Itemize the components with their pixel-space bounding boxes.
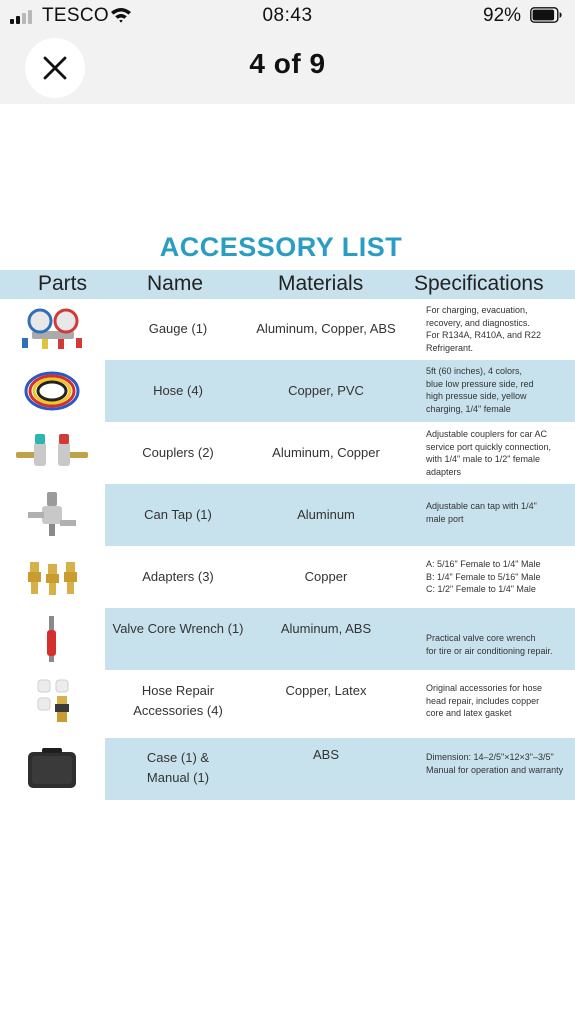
column-header-materials: Materials (278, 272, 364, 295)
adapters-image (14, 552, 90, 602)
manifold-gauge-image (14, 305, 90, 355)
part-name: Can Tap (1) (144, 507, 212, 522)
table-row (0, 670, 575, 732)
part-materials: ABS (312, 747, 339, 762)
part-specifications: Adjustable couplers for car AC service port quickly connection, with 1/4" male to 1/2" female adapters (426, 429, 552, 477)
column-header-specifications: Specifications (414, 272, 544, 295)
part-name: Adapters (3) (142, 569, 214, 584)
part-name: Valve Core Wrench (1) (112, 621, 244, 636)
carrier-name: TESCO (42, 5, 109, 26)
part-name: Hose Repair Accessories (4) (133, 683, 223, 718)
column-header-name: Name (147, 272, 204, 295)
carry-case-image (14, 744, 90, 794)
product-image (0, 104, 575, 1024)
part-specifications: Adjustable can tap with 1/4" male port (426, 501, 537, 524)
part-specifications: 5ft (60 inches), 4 colors, blue low pressure side, red high pressue side, yellow charging, 1/4" female (426, 366, 534, 414)
part-materials: Aluminum, Copper (272, 445, 380, 460)
table-row (0, 360, 575, 422)
table-row (0, 608, 575, 670)
hoses-image (14, 366, 90, 416)
part-materials: Aluminum, ABS (280, 621, 372, 636)
part-specifications: A: 5/16" Female to 1/4" Male B: 1/4" Female to 5/16" Male C: 1/2" Female to 1/4" Male (426, 559, 541, 594)
status-bar (0, 0, 575, 32)
navigation-bar (0, 0, 575, 104)
table-header (0, 270, 575, 299)
part-materials: Copper (304, 569, 348, 584)
part-name: Hose (4) (153, 383, 203, 398)
part-specifications: Dimension: 14–2/5"×12×3"–3/5" Manual for operation and warranty (426, 752, 564, 775)
accessory-list-heading: ACCESSORY LIST (159, 232, 403, 262)
table-row (0, 299, 575, 360)
part-materials: Copper, PVC (288, 383, 364, 398)
hose-repair-parts-image (14, 676, 90, 726)
battery-icon (530, 7, 562, 23)
part-materials: Copper, Latex (285, 683, 367, 698)
couplers-image (14, 428, 90, 478)
part-specifications: Practical valve core wrench for tire or air conditioning repair. (426, 633, 553, 656)
table-row (0, 422, 575, 484)
valve-core-wrench-image (14, 614, 90, 664)
table-row (0, 738, 575, 800)
part-materials: Aluminum (297, 507, 355, 522)
part-name: Case (1) & Manual (1) (146, 750, 210, 785)
part-specifications: For charging, evacuation, recovery, and diagnostics. For R134A, R410A, and R22 Refrigerant. (426, 305, 542, 353)
clock: 08:43 (262, 5, 313, 26)
table-row (0, 484, 575, 546)
column-header-parts: Parts (38, 272, 88, 295)
part-materials: Aluminum, Copper, ABS (256, 321, 396, 336)
part-specifications: Original accessories for hose head repair, includes copper core and latex gasket (426, 683, 543, 718)
part-name: Gauge (1) (148, 321, 208, 336)
can-tap-image (14, 490, 90, 540)
page-title: 4 of 9 (249, 48, 326, 79)
table-row (0, 546, 575, 608)
part-name: Couplers (2) (142, 445, 214, 460)
battery-percentage: 92% (483, 5, 522, 26)
